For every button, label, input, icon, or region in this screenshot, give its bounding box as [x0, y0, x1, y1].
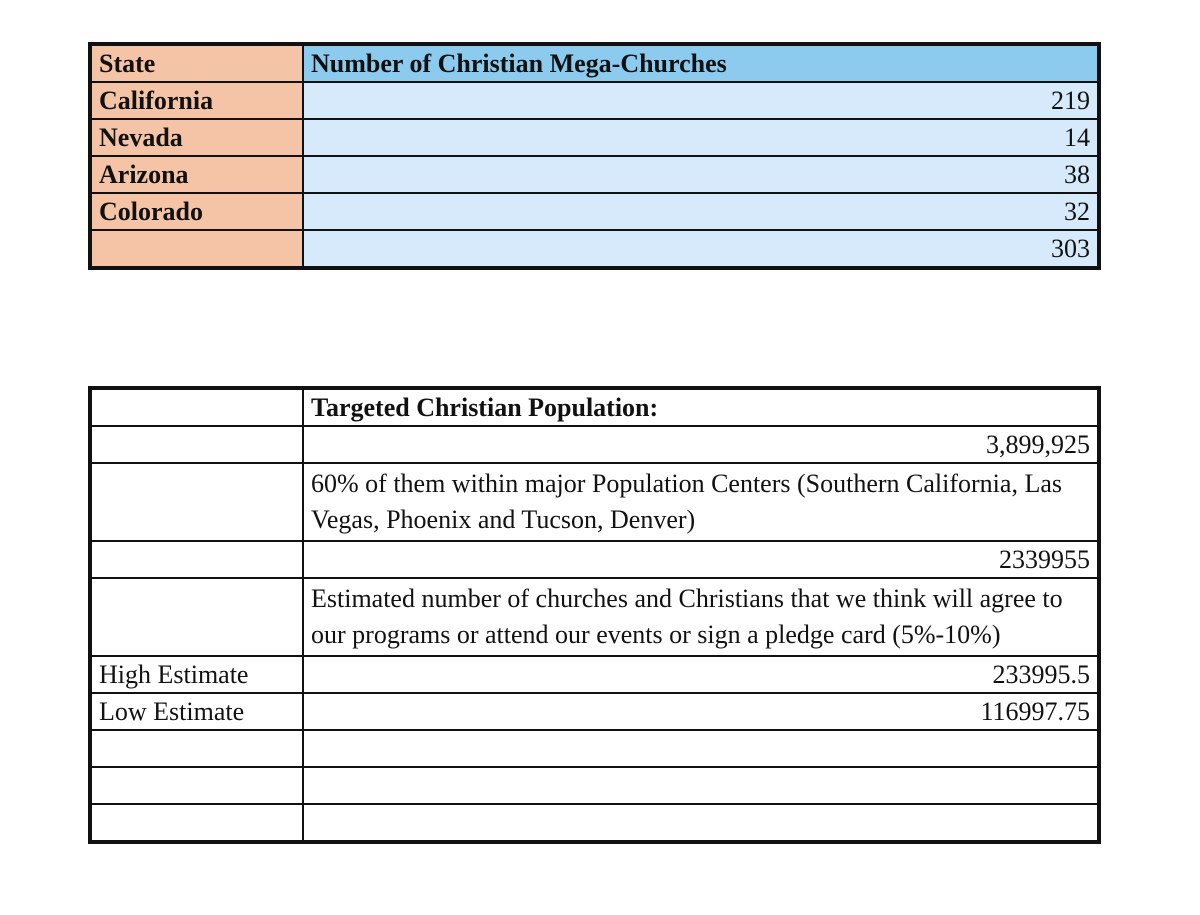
estimate-note: Estimated number of churches and Christians that we think will agree to our programs or attend our events or sign a pledge card (5%-10%): [303, 578, 1099, 656]
population-title: Targeted Christian Population:: [303, 388, 1099, 426]
centers-value: 2339955: [303, 541, 1099, 578]
table-row: [90, 730, 1099, 767]
table-row: [90, 82, 1099, 119]
centers-note: 60% of them within major Population Centers (Southern California, Las Vegas, Phoenix and Tucson, Denver): [303, 463, 1099, 541]
table-row: [90, 193, 1099, 230]
count-cell: 14: [303, 119, 1099, 156]
total-row: [90, 230, 1099, 268]
population-value: 3,899,925: [303, 426, 1099, 463]
high-estimate-value: 233995.5: [303, 656, 1099, 693]
table-row: [90, 767, 1099, 804]
count-header: Number of Christian Mega-Churches: [303, 44, 1099, 82]
empty-cell: [90, 463, 303, 541]
total-label-cell: [90, 230, 303, 268]
table-row: [90, 388, 1099, 426]
empty-cell: [90, 730, 303, 767]
state-cell: Nevada: [90, 119, 303, 156]
total-count-cell: 303: [303, 230, 1099, 268]
count-cell: 219: [303, 82, 1099, 119]
empty-cell: [303, 730, 1099, 767]
table-row: [90, 541, 1099, 578]
table-row: [90, 426, 1099, 463]
state-cell: California: [90, 82, 303, 119]
table-row: [90, 656, 1099, 693]
low-estimate-value: 116997.75: [303, 693, 1099, 730]
empty-cell: [303, 767, 1099, 804]
empty-cell: [303, 804, 1099, 842]
population-table: [88, 386, 1101, 844]
table-row: [90, 804, 1099, 842]
empty-cell: [90, 388, 303, 426]
empty-cell: [90, 541, 303, 578]
empty-cell: [90, 804, 303, 842]
table-row: [90, 156, 1099, 193]
table-row: [90, 578, 1099, 656]
empty-cell: [90, 767, 303, 804]
state-cell: Colorado: [90, 193, 303, 230]
count-cell: 38: [303, 156, 1099, 193]
count-cell: 32: [303, 193, 1099, 230]
high-estimate-label: High Estimate: [90, 656, 303, 693]
table-row: [90, 119, 1099, 156]
table-row: [90, 463, 1099, 541]
megachurch-table: [88, 42, 1101, 270]
state-header: State: [90, 44, 303, 82]
empty-cell: [90, 426, 303, 463]
state-cell: Arizona: [90, 156, 303, 193]
table-header-row: [90, 44, 1099, 82]
table-row: [90, 693, 1099, 730]
empty-cell: [90, 578, 303, 656]
low-estimate-label: Low Estimate: [90, 693, 303, 730]
